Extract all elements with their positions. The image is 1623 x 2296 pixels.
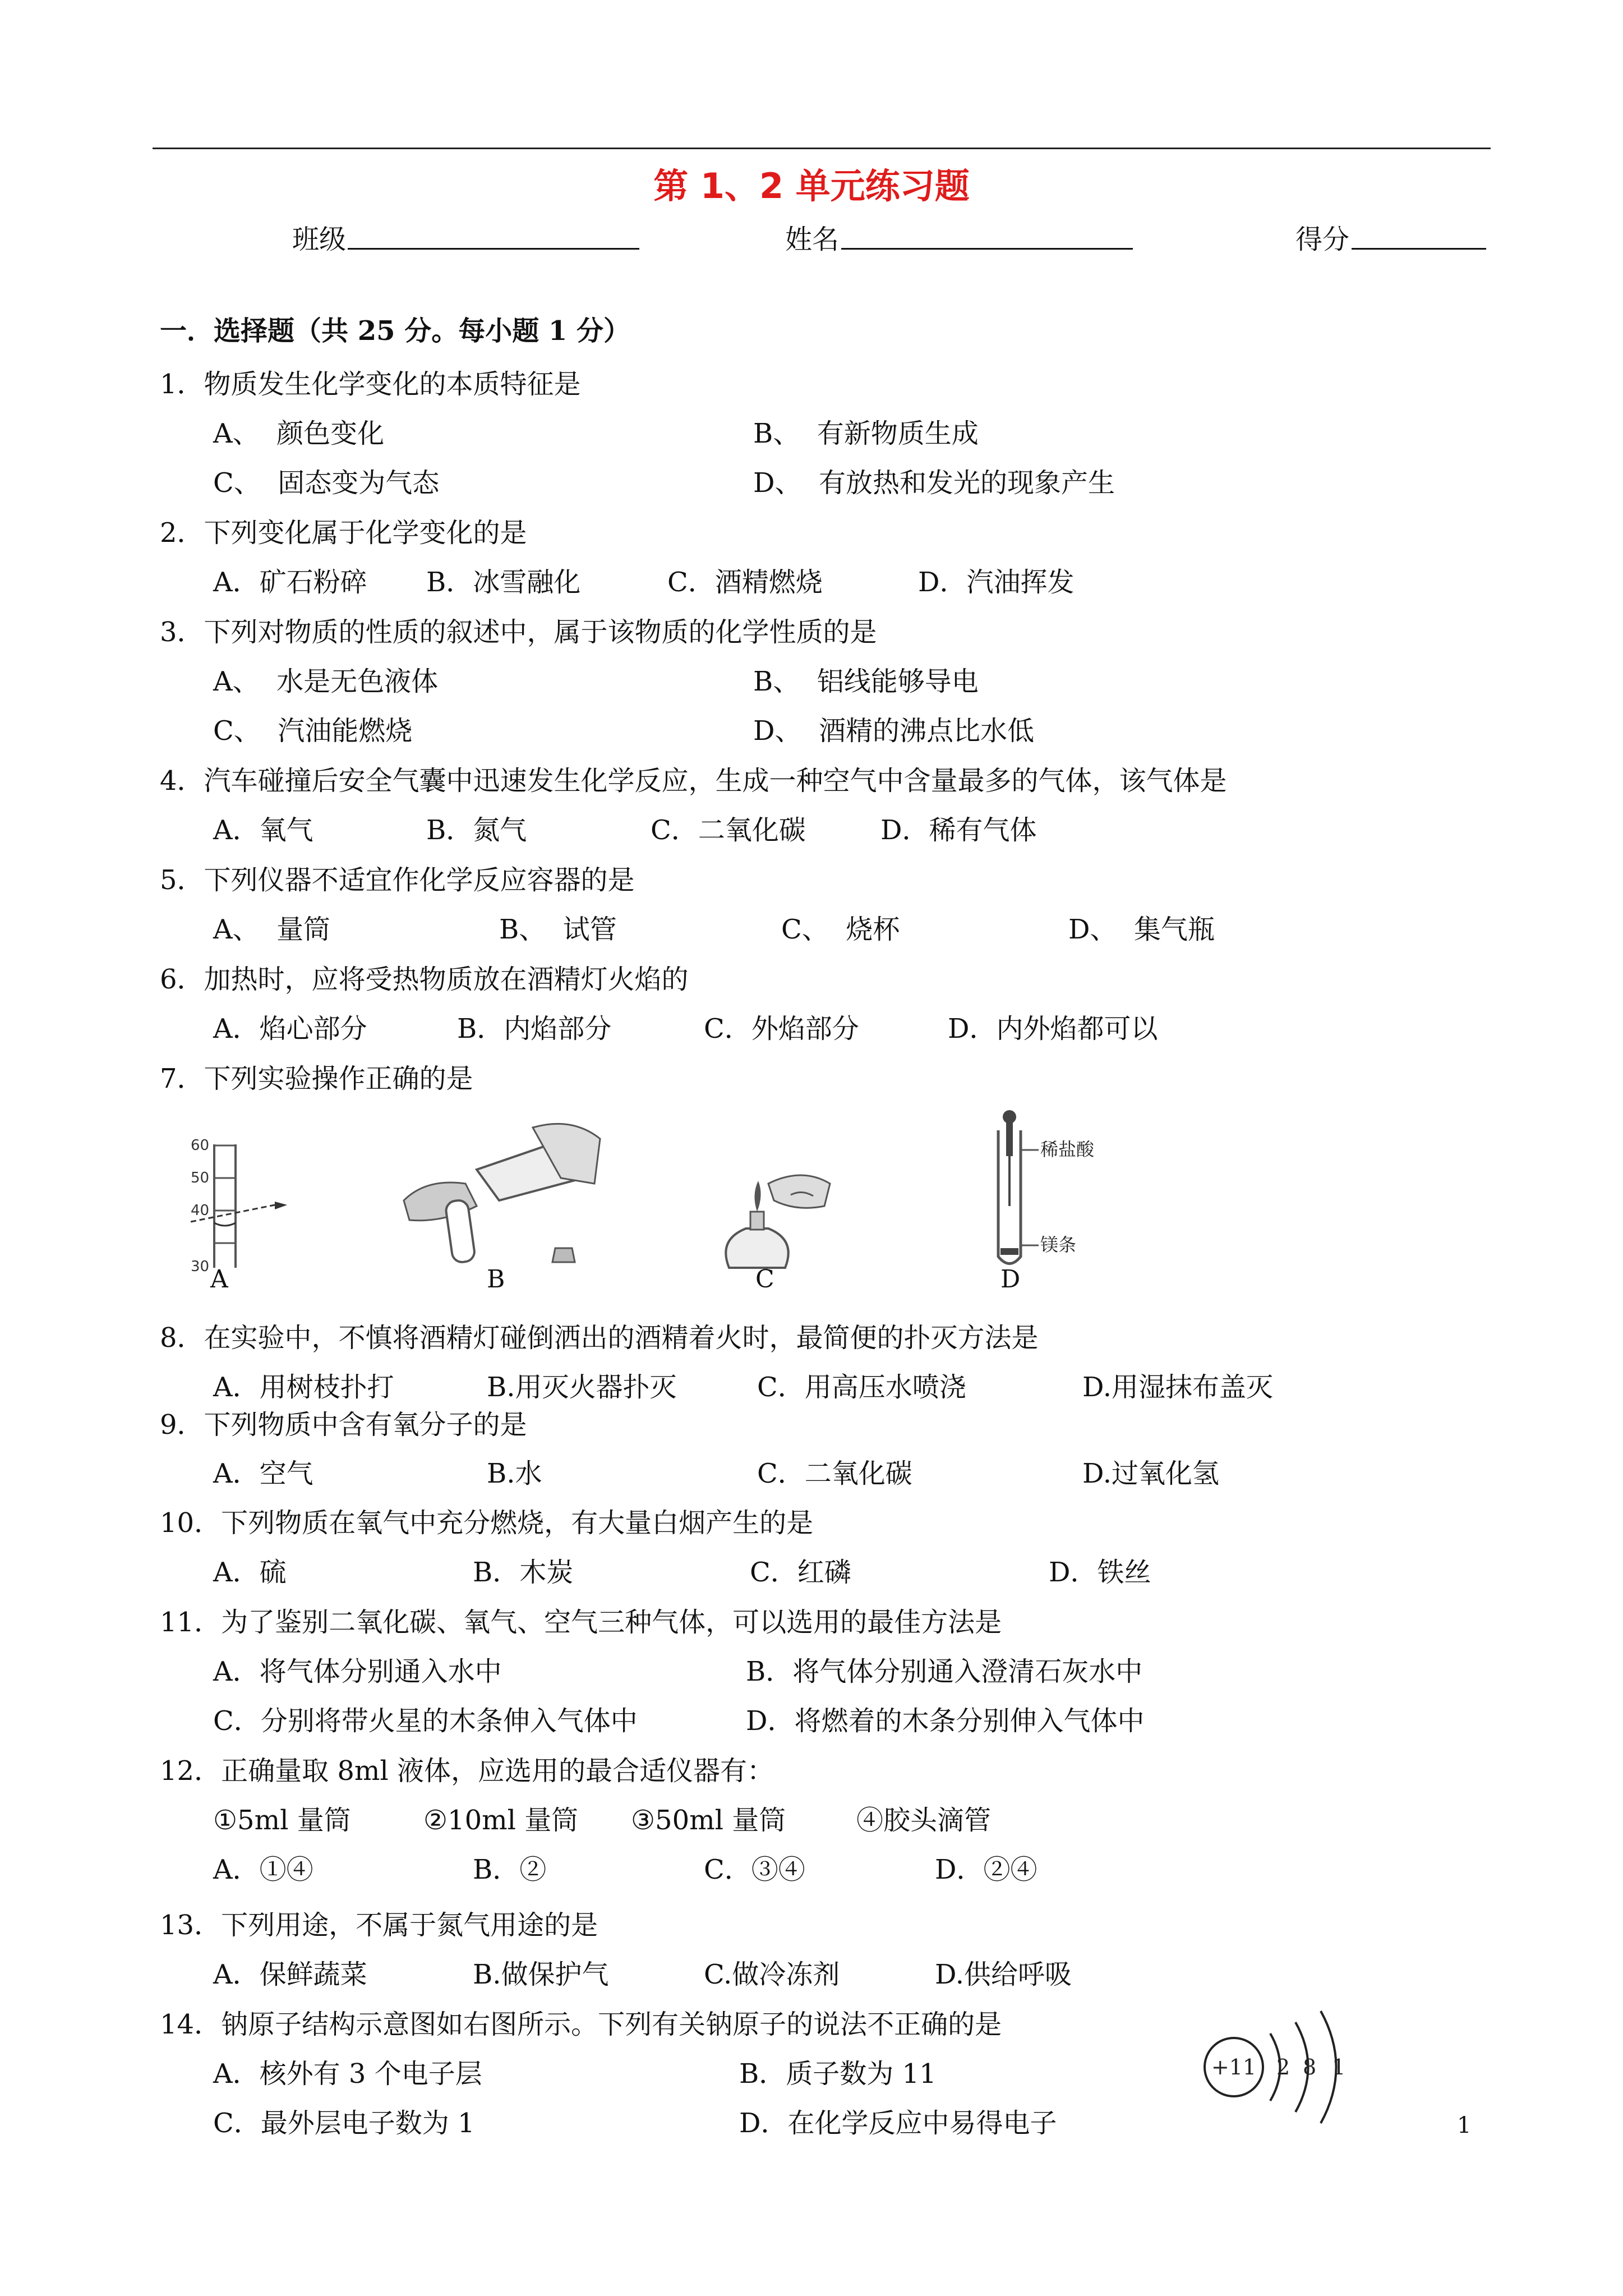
section-heading: 一．选择题（共 25 分。每小题 1 分） <box>160 315 631 347</box>
q9-option-b: B.水 <box>487 1458 542 1489</box>
question-5: 5．下列仪器不适宜作化学反应容器的是 <box>160 864 635 896</box>
q11-option-a: A．将气体分别通入水中 <box>213 1656 502 1687</box>
q13-option-d: D.供给呼吸 <box>935 1959 1072 1990</box>
q9-option-d: D.过氧化氢 <box>1082 1458 1220 1489</box>
question-4: 4．汽车碰撞后安全气囊中迅速发生化学反应，生成一种空气中含量最多的气体，该气体是 <box>160 765 1227 797</box>
tick-label-30: 30 <box>191 1258 210 1273</box>
q13-option-b: B.做保护气 <box>473 1959 609 1990</box>
question-9: 9．下列物质中含有氧分子的是 <box>160 1409 527 1441</box>
q4-option-b: B．氮气 <box>426 815 527 846</box>
name-label: 姓名 <box>785 224 840 255</box>
q10-option-a: A．硫 <box>213 1557 287 1588</box>
score-label: 得分 <box>1295 224 1350 255</box>
q12-option-c: C．③④ <box>704 1854 805 1885</box>
q11-option-d: D．将燃着的木条分别伸入气体中 <box>746 1705 1145 1737</box>
q10-option-b: B．木炭 <box>473 1557 574 1588</box>
q1-option-c: C、 固态变为气态 <box>213 467 440 499</box>
q13-option-a: A．保鲜蔬菜 <box>213 1959 367 1990</box>
q3-option-a: A、 水是无色液体 <box>213 666 439 697</box>
q1-option-a: A、 颜色变化 <box>213 418 385 449</box>
q6-option-d: D．内外焰都可以 <box>948 1013 1158 1045</box>
q14-option-a: A．核外有 3 个电子层 <box>213 2058 482 2090</box>
q1-option-b: B、 有新物质生成 <box>753 418 979 449</box>
tick-label-60: 60 <box>191 1139 210 1154</box>
q8-option-a: A．用树枝扑打 <box>213 1372 394 1403</box>
tick-label-40: 40 <box>191 1202 210 1219</box>
q11-option-b: B．将气体分别通入澄清石灰水中 <box>746 1656 1143 1687</box>
q1-option-d: D、 有放热和发光的现象产生 <box>753 467 1115 499</box>
acid-label: 稀盐酸 <box>1040 1139 1095 1160</box>
q4-option-c: C．二氧化碳 <box>651 815 806 846</box>
name-field[interactable] <box>841 248 1133 250</box>
shell-1-electrons: 2 <box>1276 2055 1290 2079</box>
tick-label-50: 50 <box>191 1170 210 1186</box>
q14-option-b: B．质子数为 11 <box>739 2058 937 2090</box>
shell-2-electrons: 8 <box>1303 2055 1317 2079</box>
magnesium-label: 镁条 <box>1040 1234 1077 1255</box>
page-number: 1 <box>1457 2113 1472 2138</box>
sodium-atom-diagram <box>1189 1997 1368 2132</box>
q8-option-d: D.用湿抹布盖灭 <box>1082 1372 1274 1403</box>
page-title: 第 1、2 单元练习题 <box>653 165 970 206</box>
q5-option-a: A、 量筒 <box>213 914 331 945</box>
q12-choice-2: ②10ml 量筒 <box>423 1805 579 1836</box>
figure-d-test-tube <box>976 1108 1122 1276</box>
question-3: 3．下列对物质的性质的叙述中，属于该物质的化学性质的是 <box>160 616 877 648</box>
q12-choice-4: ④胶头滴管 <box>856 1805 992 1836</box>
q8-option-c: C．用高压水喷浇 <box>757 1372 966 1403</box>
q12-option-d: D．②④ <box>935 1854 1038 1885</box>
q4-option-d: D．稀有气体 <box>880 815 1037 846</box>
q12-option-b: B．② <box>473 1854 547 1885</box>
top-rule <box>153 148 1491 149</box>
q3-option-c: C、 汽油能燃烧 <box>213 715 413 747</box>
q12-choice-1: ①5ml 量筒 <box>213 1805 351 1836</box>
q14-option-c: C．最外层电子数为 1 <box>213 2108 475 2139</box>
q5-option-d: D、 集气瓶 <box>1068 914 1215 945</box>
question-13: 13．下列用途，不属于氮气用途的是 <box>160 1910 598 1941</box>
shell-3-electrons: 1 <box>1332 2055 1346 2079</box>
figure-c-label: C <box>755 1265 774 1294</box>
question-1: 1．物质发生化学变化的本质特征是 <box>160 369 581 400</box>
q8-option-b: B.用灭火器扑灭 <box>487 1372 677 1403</box>
q10-option-c: C．红磷 <box>750 1557 851 1588</box>
question-8: 8．在实验中，不慎将酒精灯碰倒洒出的酒精着火时，最简便的扑灭方法是 <box>160 1322 1039 1354</box>
q13-option-c: C.做冷冻剂 <box>704 1959 840 1990</box>
q5-option-c: C、 烧杯 <box>781 914 900 945</box>
q2-option-b: B．冰雪融化 <box>426 567 581 598</box>
question-12: 12．正确量取 8ml 液体，应选用的最合适仪器有： <box>160 1755 774 1787</box>
question-14: 14．钠原子结构示意图如右图所示。下列有关钠原子的说法不正确的是 <box>160 2009 1002 2040</box>
question-10: 10．下列物质在氧气中充分燃烧，有大量白烟产生的是 <box>160 1507 814 1539</box>
q4-option-a: A．氧气 <box>213 815 313 846</box>
score-field[interactable] <box>1352 248 1486 250</box>
nucleus-label: +11 <box>1211 2055 1257 2079</box>
q14-option-d: D．在化学反应中易得电子 <box>739 2108 1057 2139</box>
class-field[interactable] <box>348 248 639 250</box>
q9-option-c: C．二氧化碳 <box>757 1458 912 1489</box>
q10-option-d: D．铁丝 <box>1049 1557 1151 1588</box>
q3-option-d: D、 酒精的沸点比水低 <box>753 715 1035 747</box>
class-label: 班级 <box>292 224 347 255</box>
q2-option-a: A．矿石粉碎 <box>213 567 367 598</box>
q5-option-b: B、 试管 <box>499 914 617 945</box>
q9-option-a: A．空气 <box>213 1458 313 1489</box>
q6-option-b: B．内焰部分 <box>457 1013 612 1045</box>
figure-a-label: A <box>210 1265 228 1294</box>
figure-a-graduated-cylinder <box>191 1139 320 1273</box>
q2-option-d: D．汽油挥发 <box>918 567 1075 598</box>
figure-c-alcohol-lamp <box>712 1156 847 1273</box>
figure-b-pouring-liquid <box>393 1116 606 1273</box>
q3-option-b: B、 铝线能够导电 <box>753 666 979 697</box>
question-2: 2．下列变化属于化学变化的是 <box>160 517 527 549</box>
q12-option-a: A．①④ <box>213 1854 313 1885</box>
q2-option-c: C．酒精燃烧 <box>667 567 823 598</box>
figure-b-label: B <box>487 1265 505 1294</box>
q12-choice-3: ③50ml 量筒 <box>631 1805 786 1836</box>
question-11: 11．为了鉴别二氧化碳、氧气、空气三种气体，可以选用的最佳方法是 <box>160 1607 1002 1638</box>
question-7: 7．下列实验操作正确的是 <box>160 1063 473 1094</box>
question-6: 6．加热时，应将受热物质放在酒精灯火焰的 <box>160 964 689 995</box>
q6-option-a: A．焰心部分 <box>213 1013 367 1045</box>
q6-option-c: C．外焰部分 <box>704 1013 859 1045</box>
q11-option-c: C．分别将带火星的木条伸入气体中 <box>213 1705 638 1737</box>
figure-d-label: D <box>1000 1265 1021 1294</box>
